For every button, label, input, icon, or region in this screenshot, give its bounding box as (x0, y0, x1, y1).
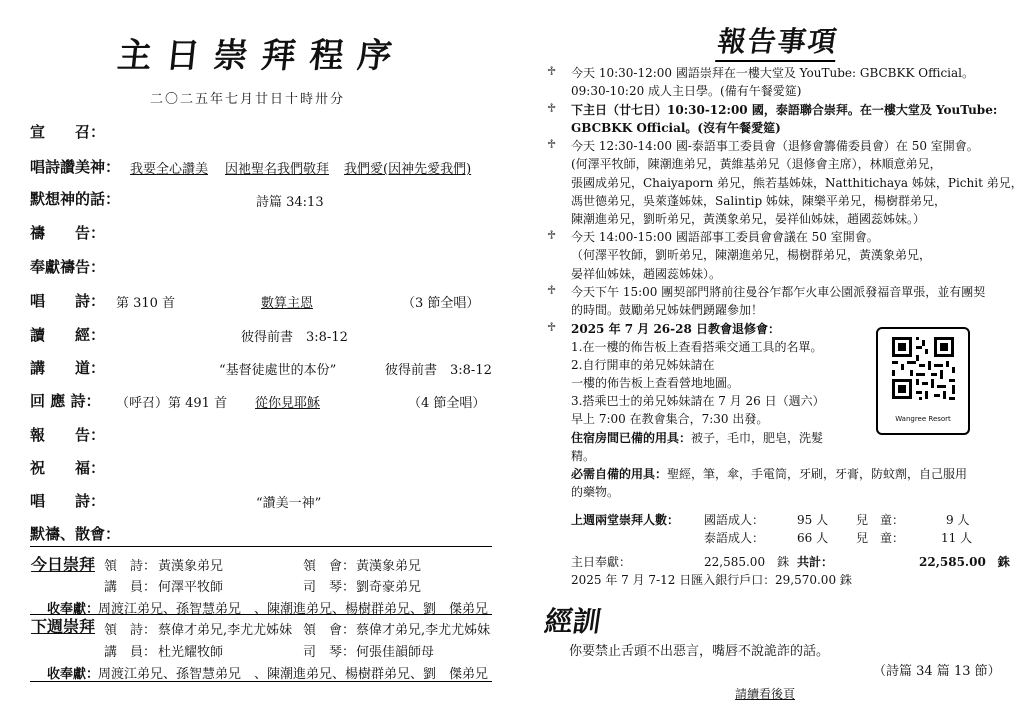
next-r1-l1: 領 詩： (104, 623, 157, 638)
sermon-title: “基督徒處世的本份” (219, 363, 337, 378)
qr-caption: Wangree Resort (895, 415, 951, 423)
offering-label: 主日奉獻： (571, 555, 632, 569)
notice-3-line-1: 今天 12:30-14:00 國-泰語事工委員會（退修會籌備委員會）在 50 室開會。 (571, 139, 979, 153)
child-value-2: 11 人 (941, 531, 973, 545)
bring-items-text: 聖經，筆，傘，手電筒，牙刷，牙膏，防蚊劑，自己服用 (667, 467, 968, 481)
today-r1-v2: 黃漢象弟兄 (356, 559, 422, 574)
thai-value: 66 人 (797, 531, 829, 545)
next-r1-l2: 領 會： (303, 623, 356, 638)
verse-ref: （詩篇 34 篇 13 節） (873, 664, 1001, 679)
today-r1-l1: 領 詩： (104, 559, 157, 574)
continue-link[interactable]: 請續看後頁 (735, 687, 796, 701)
notice-4-line-3: 晏祥仙姊妹，趙國蕊姊妹）。 (571, 267, 722, 281)
attendance-label: 上週兩堂崇拜人數： (571, 513, 680, 527)
response-prefix: （呼召）第 491 首 (116, 396, 228, 411)
today-r2-l2: 司 琴： (303, 580, 356, 595)
divider (30, 681, 492, 682)
child-value-1: 9 人 (946, 513, 970, 527)
today-r1-v1: 黃漢象弟兄 (158, 559, 224, 574)
next-r1-v2: 蔡偉才弟兄,李尤尤姊妹 (356, 623, 491, 638)
song-2: 因祂聖名我們敬拜 (225, 162, 330, 177)
next-r2-v1: 杜光耀牧師 (158, 645, 224, 660)
notice-4-line-2: （何澤平牧師，劉昕弟兄，陳潮進弟兄，楊樹群弟兄，黃漢象弟兄， (571, 248, 932, 262)
notice-2-line-2: GBCBKK Official。(沒有午餐愛筵) (571, 121, 781, 135)
benediction-label: 祝 福： (30, 459, 106, 477)
bring-items-2: 的藥物。 (571, 485, 620, 499)
notice-3-line-3: 張國成弟兄，Chaiyaporn 弟兄，熊若基姊妹，Natthitichaya 姊妹，Pichit 弟兄， (571, 176, 1023, 190)
retreat-line-5: 早上 7:00 在教會集合，7:30 出發。 (571, 412, 769, 426)
cross-icon: ♱ (547, 228, 557, 242)
today-tag: 今日崇拜 (31, 555, 96, 574)
notice-3-line-2: (何澤平牧師，陳潮進弟兄，黃維基弟兄（退修會主席），林順意弟兄， (571, 157, 942, 171)
qr-code[interactable] (876, 327, 970, 435)
cross-icon: ♱ (547, 101, 557, 115)
service-date: 二〇二五年七月廿日十時卅分 (150, 92, 346, 107)
room-label: 住宿房間已備的用具： (571, 431, 692, 445)
next-offering-label: 收奉獻： (47, 667, 100, 682)
thai-label: 泰語成人： (704, 531, 765, 545)
room-items-2: 精。 (571, 449, 596, 463)
today-offering-label: 收奉獻： (47, 602, 100, 617)
cross-icon: ♱ (547, 283, 557, 297)
reading-label: 讀 經： (30, 326, 106, 344)
next-r2-l2: 司 琴： (303, 645, 356, 660)
meditation-text: 詩篇 34:13 (256, 195, 324, 210)
mandarin-value: 95 人 (797, 513, 829, 527)
next-r2-v2: 何張佳韻師母 (356, 645, 435, 660)
retreat-line-1: 1.在一樓的佈告板上查看搭乘交通工具的名單。 (571, 340, 823, 354)
hymns-praise-label: 唱詩讚美神： (30, 158, 121, 176)
notice-3-line-5: 陳潮進弟兄，劉昕弟兄，黃漢象弟兄，晏祥仙姊妹，趙國蕊姊妹。） (571, 212, 926, 226)
divider (30, 546, 492, 547)
notice-5-line-1: 今天下午 15:00 團契部門將前往曼谷乍都乍火車公園派發福音單張，並有團契 (571, 285, 986, 299)
bring-items (571, 465, 967, 483)
cross-icon: ♱ (547, 64, 557, 78)
child-label-1: 兒 童： (856, 513, 905, 527)
hymn2-title: “讚美一神” (256, 496, 322, 511)
meditation-label: 默想神的話： (30, 190, 121, 208)
divider (30, 614, 492, 615)
hymn-label: 唱 詩： (30, 292, 106, 310)
retreat-line-2: 2.自行開車的弟兄姊妹請在 (571, 358, 715, 372)
notice-3-line-4: 馮世德弟兄，吳萊蓬姊妹，Salintip 姊妹，陳樂平弟兄，楊樹群弟兄， (571, 194, 946, 208)
today-r2-v2: 劉奇豪弟兄 (356, 580, 422, 595)
retreat-line-4: 3.搭乘巴士的弟兄姊妹請在 7 月 26 日（週六） (571, 394, 825, 408)
next-tag: 下週崇拜 (31, 617, 96, 636)
hymn-verses: （3 節全唱） (402, 296, 480, 311)
next-r1-v1: 蔡偉才弟兄,李尤尤姊妹 (158, 623, 293, 638)
announcements-label: 報 告： (30, 426, 106, 444)
song-3: 我們愛(因神先愛我們) (344, 162, 472, 177)
cross-icon: ♱ (547, 137, 557, 151)
hymn-number: 第 310 首 (116, 296, 176, 311)
notice-2-line-1: 下主日（廿七日）10:30-12:00 國，泰語聯合崇拜。在一樓大堂及 YouTube: (571, 103, 998, 117)
verse-title: 經訓 (542, 605, 604, 638)
sermon-label: 講 道： (30, 359, 106, 377)
today-r2-l1: 講 員： (104, 580, 157, 595)
hymn2-label: 唱 詩： (30, 492, 106, 510)
notice-1-line-2: 09:30-10:20 成人主日學。(備有午餐愛筵) (571, 84, 802, 98)
child-label-2: 兒 童： (856, 531, 905, 545)
hymn-title: 數算主恩 (261, 296, 314, 311)
retreat-line-3: 一樓的佈告板上查看營地地圖。 (571, 376, 740, 390)
notice-4-line-1: 今天 14:00-15:00 國語部事工委員會會議在 50 室開會。 (571, 230, 879, 244)
next-r2-l1: 講 員： (104, 645, 157, 660)
response-title: 從你見耶穌 (255, 396, 321, 411)
bank-label: 2025 年 7 月 7-12 日匯入銀行戶口： (571, 573, 776, 587)
cross-icon: ♱ (547, 320, 557, 334)
bring-label: 必需自備的用具： (571, 467, 668, 481)
notices-title: 報告事項 (715, 20, 841, 62)
retreat-title: 2025 年 7 月 26-28 日教會退修會： (571, 322, 781, 336)
call-to-worship-label: 宣 召： (30, 123, 106, 141)
notice-5-line-2: 的時間。鼓勵弟兄姊妹們踴躍參加！ (571, 303, 764, 317)
qr-code-icon (878, 329, 968, 413)
bank-value: 29,570.00 銖 (775, 573, 852, 587)
mandarin-label: 國語成人： (704, 513, 765, 527)
reading-text: 彼得前書 3:8-12 (241, 330, 348, 345)
next-offering: 周渡江弟兄、孫智慧弟兄 、陳潮進弟兄、楊樹群弟兄、劉 傑弟兄 (98, 667, 489, 682)
today-offering: 周渡江弟兄、孫智慧弟兄 、陳潮進弟兄、楊樹群弟兄、劉 傑弟兄 (98, 602, 489, 617)
verse-text: 你要禁止舌頭不出惡言，嘴唇不說詭詐的話。 (569, 644, 830, 659)
offering-value: 22,585.00 銖 (704, 555, 790, 569)
total-value: 22,585.00 銖 (919, 555, 1010, 569)
offering-prayer-label: 奉獻禱告： (30, 258, 106, 276)
today-r2-v1: 何澤平牧師 (158, 580, 224, 595)
room-items (571, 429, 823, 447)
sermon-ref: 彼得前書 3:8-12 (385, 363, 492, 378)
room-items-text: 被子，毛巾，肥皂，洗髮 (691, 431, 824, 445)
total-label: 共計： (797, 555, 834, 569)
closing-label: 默禱、散會： (30, 525, 121, 543)
bulletin-title: 主日崇拜程序 (115, 36, 408, 76)
response-label: 回 應 詩： (30, 392, 101, 410)
prayer-label: 禱 告： (30, 224, 106, 242)
notice-1-line-1: 今天 10:30-12:00 國語崇拜在一樓大堂及 YouTube: GBCBKK Official。 (571, 66, 974, 80)
today-r1-l2: 領 會： (303, 559, 356, 574)
response-verses: （4 節全唱） (408, 396, 486, 411)
song-1: 我要全心讚美 (130, 162, 209, 177)
